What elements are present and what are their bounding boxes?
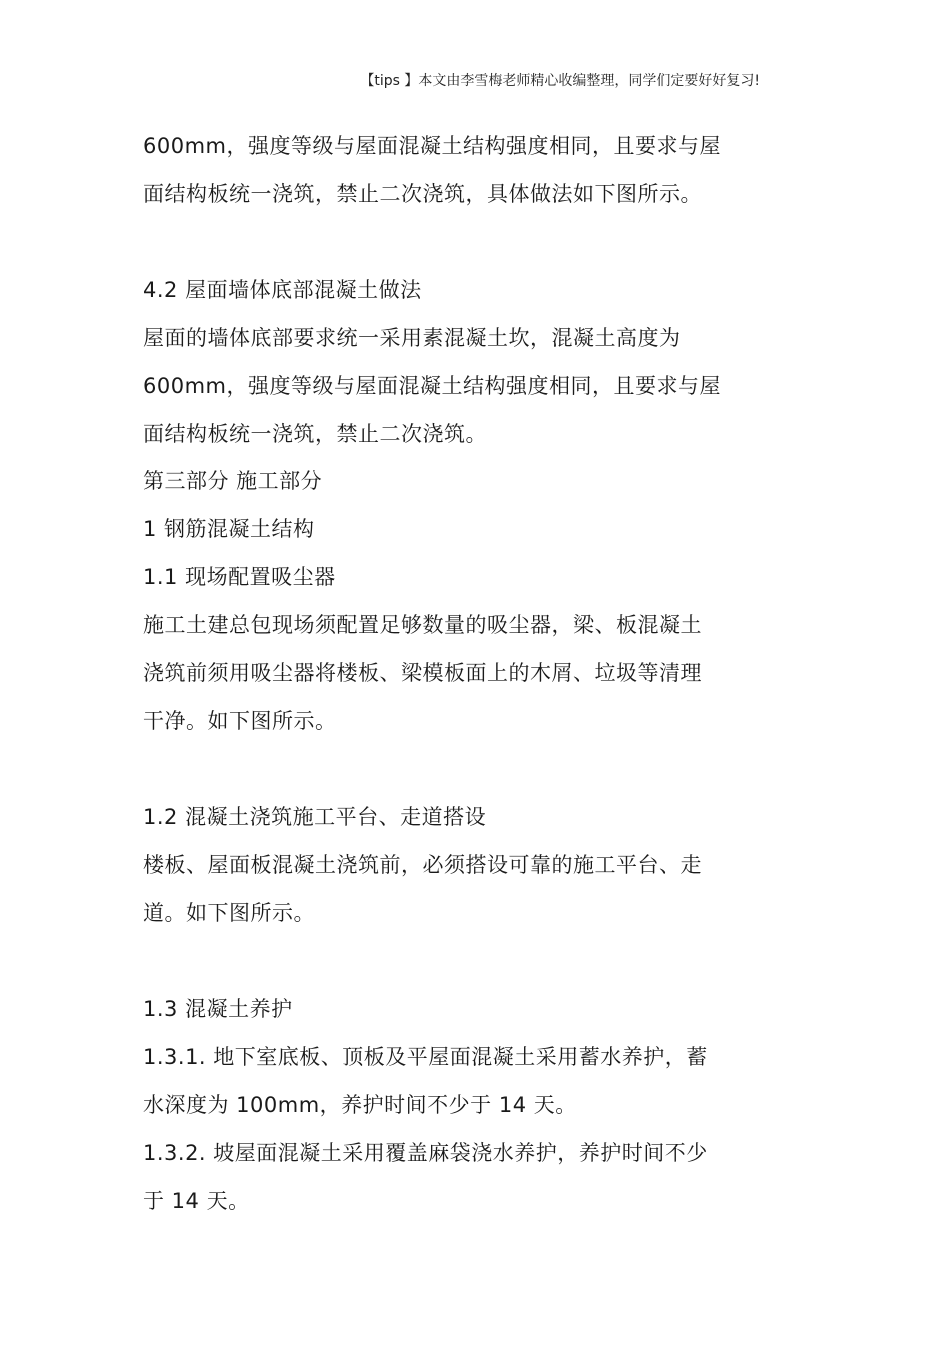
section-heading: 1.3 混凝土养护 <box>143 997 293 1021</box>
text-line: 干净。如下图所示。 <box>143 709 337 733</box>
text-line: 施工土建总包现场须配置足够数量的吸尘器，梁、板混凝土 <box>143 613 702 637</box>
section-heading: 1.1 现场配置吸尘器 <box>143 565 336 589</box>
text-line: 面结构板统一浇筑，禁止二次浇筑。 <box>143 422 487 446</box>
header-tip: 【tips 】本文由李雪梅老师精心收编整理，同学们定要好好复习! <box>360 73 760 89</box>
text-line: 1.3.1. 地下室底板、顶板及平屋面混凝土采用蓄水养护，蓄 <box>143 1045 708 1069</box>
text-line: 1.3.2. 坡屋面混凝土采用覆盖麻袋浇水养护，养护时间不少 <box>143 1141 708 1165</box>
section-heading: 4.2 屋面墙体底部混凝土做法 <box>143 278 422 302</box>
text-line: 600mm，强度等级与屋面混凝土结构强度相同，且要求与屋 <box>143 134 721 158</box>
text-line: 道。如下图所示。 <box>143 901 315 925</box>
text-line: 600mm，强度等级与屋面混凝土结构强度相同，且要求与屋 <box>143 374 721 398</box>
text-line: 于 14 天。 <box>143 1189 250 1213</box>
text-line: 浇筑前须用吸尘器将楼板、梁模板面上的木屑、垃圾等清理 <box>143 661 702 685</box>
text-line: 楼板、屋面板混凝土浇筑前，必须搭设可靠的施工平台、走 <box>143 853 702 877</box>
section-heading: 1 钢筋混凝土结构 <box>143 517 315 541</box>
part-heading: 第三部分 施工部分 <box>143 469 323 493</box>
text-line: 水深度为 100mm，养护时间不少于 14 天。 <box>143 1093 577 1117</box>
text-line: 屋面的墙体底部要求统一采用素混凝土坎，混凝土高度为 <box>143 326 681 350</box>
section-heading: 1.2 混凝土浇筑施工平台、走道搭设 <box>143 805 487 829</box>
text-line: 面结构板统一浇筑，禁止二次浇筑，具体做法如下图所示。 <box>143 182 702 206</box>
